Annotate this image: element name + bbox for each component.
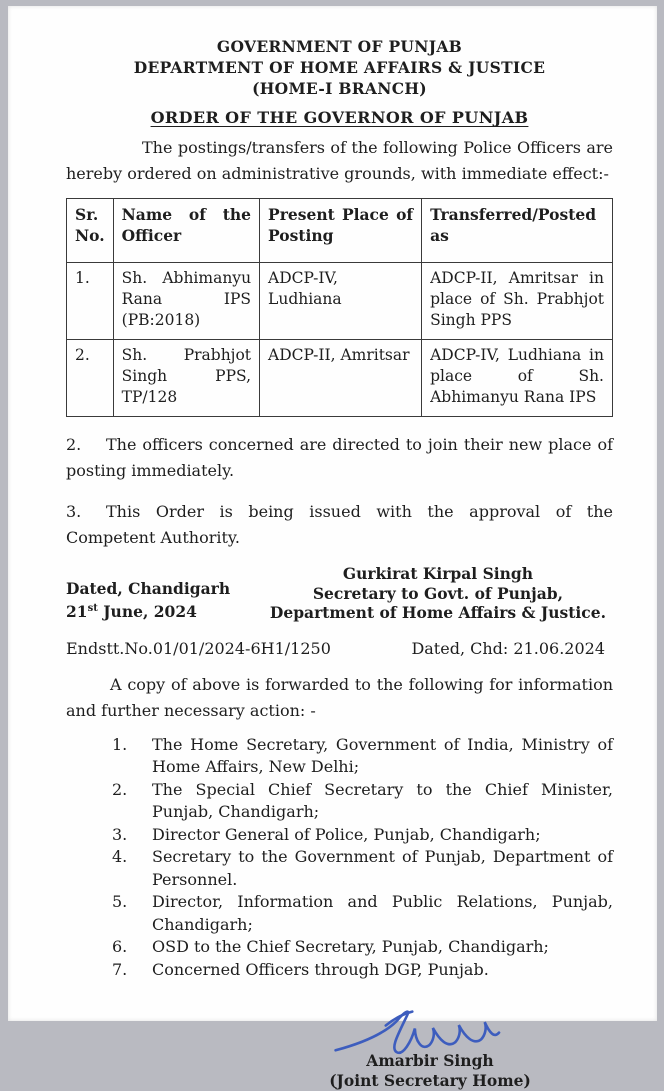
table-row [67,340,613,417]
list-item-number: 4. [112,847,128,866]
list-item-text: Concerned Officers through DGP, Punjab. [152,959,489,979]
table-header-row [67,199,613,263]
branch-name: (HOME-I BRANCH) [252,79,427,98]
signing-authority-block [263,564,613,623]
document-page [8,6,657,1090]
paragraph-2-text: The officers concerned are directed to join their new place of posting immediately. [66,435,613,480]
table-header-transferred: Transferred/Posted as [422,199,613,263]
dated-date [66,599,263,622]
list-item-number: 1. [112,734,128,754]
list-item [112,824,613,847]
list-item-text: Secretary to the Government of Punjab, Department of Personnel. [152,847,613,889]
table-header-present-posting: Present Place of Posting [260,199,422,263]
paragraph-2-number: 2. [66,435,82,454]
table-cell-officer: Sh. Prabhjot Singh PPS, TP/128 [113,340,259,417]
list-item [112,734,613,779]
signature-block [305,1005,555,1091]
paragraph-2 [66,432,613,484]
paragraph-3-text: This Order is being issued with the approval of the Competent Authority. [66,502,613,547]
list-item-text: Director General of Police, Punjab, Chandigarh; [152,824,541,844]
authority-title-1: Secretary to Govt. of Punjab, [312,583,564,603]
endorsement-date: Dated, Chd: 21.06.2024 [411,638,605,658]
table-header-sr-no: Sr. No. [67,199,114,263]
endorsement-line [66,639,613,658]
authority-title-2: Department of Home Affairs & Justice. [269,603,606,622]
list-item-text: The Home Secretary, Government of India, Ministry of Home Affairs, New Delhi; [152,734,613,776]
list-item-text: The Special Chief Secretary to the Chief Minister, Punjab, Chandigarh; [152,779,613,821]
date-place-block [66,579,263,622]
date-day: 21 [66,602,88,622]
list-item [112,959,613,982]
copy-forward-paragraph: A copy of above is forwarded to the following for information and further necessary action: - [66,674,613,720]
list-item-number: 3. [112,824,128,844]
government-name: GOVERNMENT OF PUNJAB [216,37,463,56]
paragraph-3 [66,499,613,551]
dated-place: Dated, Chandigarh [66,579,231,599]
list-item [112,891,613,936]
list-item [112,846,613,891]
table-cell-sr: 2. [67,340,114,417]
list-item-text: OSD to the Chief Secretary, Punjab, Chandigarh; [152,937,549,956]
department-name: DEPARTMENT OF HOME AFFAIRS & JUSTICE [133,58,546,77]
signoff-block [66,564,613,623]
signatory-name: Amarbir Singh [366,1051,494,1070]
table-cell-present: ADCP-IV, Ludhiana [260,263,422,340]
table-cell-transferred: ADCP-II, Amritsar in place of Sh. Prabhjot Singh PPS [422,263,613,340]
date-ordinal: st [87,603,98,615]
table-row [67,263,613,340]
list-item-number: 2. [112,779,128,799]
endorsement-number: Endstt.No.01/01/2024-6H1/1250 [66,638,331,658]
signatory-title: (Joint Secretary Home) [329,1071,531,1090]
table-header-officer-name: Name of the Officer [113,199,259,263]
list-item-number: 5. [112,892,128,911]
order-title: ORDER OF THE GOVERNOR OF PUNJAB [150,108,529,127]
list-item-text: Director, Information and Public Relations, Punjab, Chandigarh; [152,892,613,934]
intro-paragraph: The postings/transfers of the following Police Officers are hereby ordered on administrative grounds, with immediate effect:- [66,138,613,183]
transfer-table [66,198,613,417]
table-cell-transferred: ADCP-IV, Ludhiana in place of Sh. Abhimanyu Rana IPS [422,340,613,417]
handwritten-signature-icon [330,1003,502,1063]
date-rest: June, 2024 [97,602,197,622]
list-item [112,936,613,959]
list-item [112,779,613,824]
table-cell-officer: Sh. Abhimanyu Rana IPS (PB:2018) [113,263,259,340]
authority-name: Gurkirat Kirpal Singh [342,564,534,583]
letterhead [66,36,613,127]
recipient-list [66,734,613,982]
table-cell-sr: 1. [67,263,114,340]
list-item-number: 7. [112,959,128,979]
list-item-number: 6. [112,937,128,956]
paragraph-3-number: 3. [66,502,82,521]
table-cell-present: ADCP-II, Amritsar [260,340,422,417]
